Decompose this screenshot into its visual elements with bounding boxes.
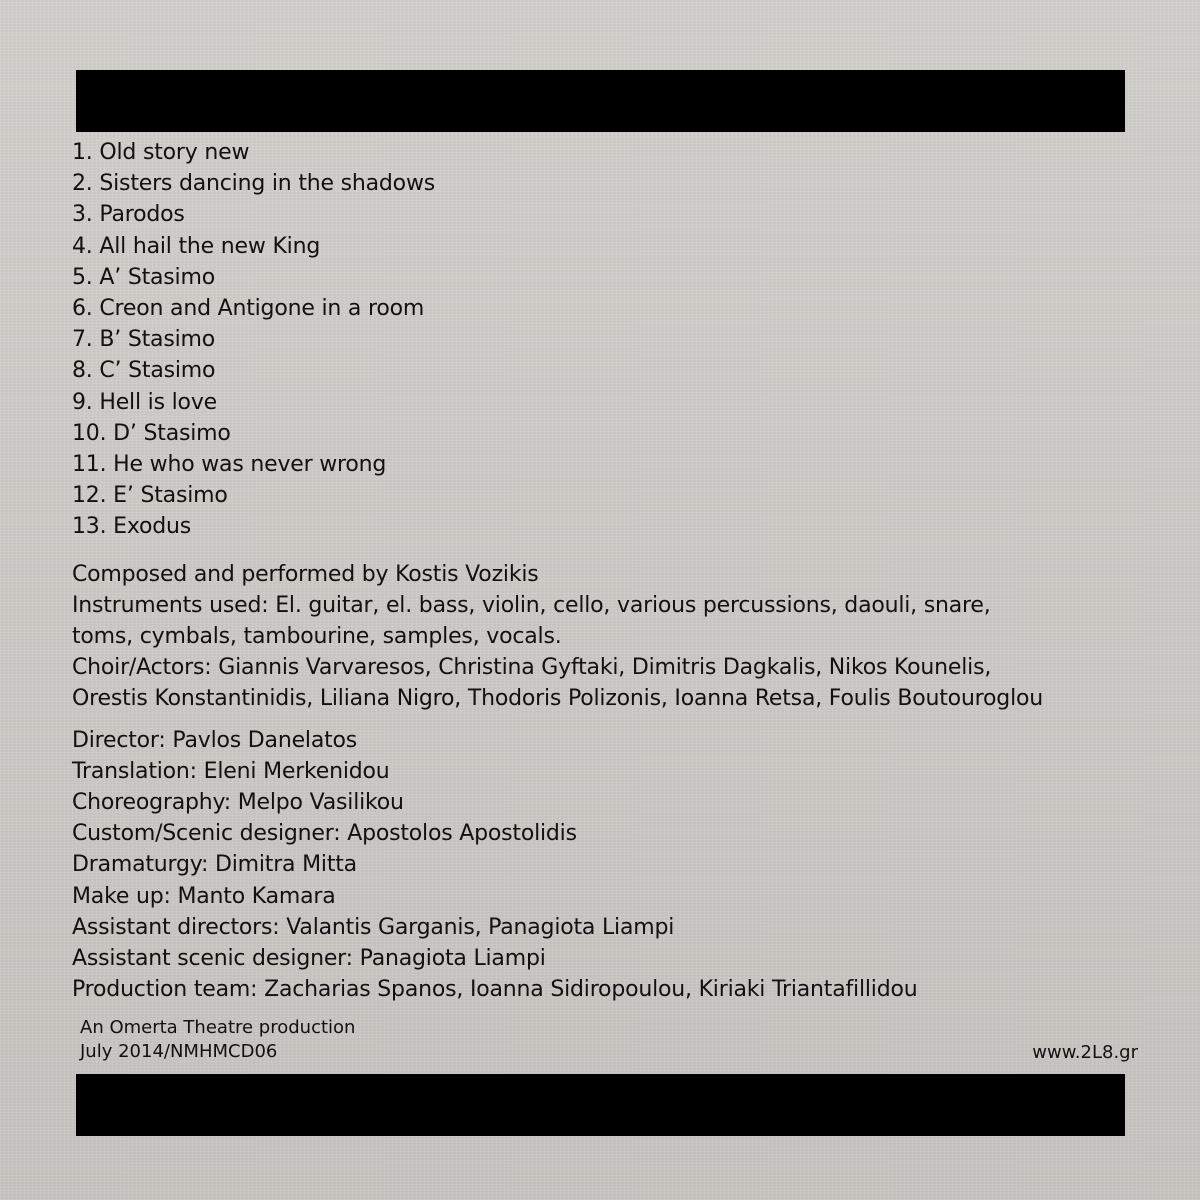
composer-credit: Composed and performed by Kostis Vozikis (72, 561, 539, 587)
bottom-black-bar (76, 1074, 1125, 1136)
track-item: 8. C’ Stasimo (72, 358, 216, 384)
instruments-line-1: Instruments used: El. guitar, el. bass, violin, cello, various percussions, daouli, snare, (72, 592, 991, 618)
top-black-bar (76, 70, 1125, 132)
track-item: 3. Parodos (72, 202, 185, 228)
track-item: 1. Old story new (72, 140, 250, 165)
website-link: www.2L8.gr (1032, 1042, 1138, 1063)
staff-credit: Assistant directors: Valantis Garganis, Panagiota Liampi (72, 914, 675, 940)
staff-credit: Dramaturgy: Dimitra Mitta (72, 852, 357, 878)
staff-credit: Director: Pavlos Danelatos (72, 727, 358, 753)
instruments-line-2: toms, cymbals, tambourine, samples, vocals. (72, 624, 562, 650)
choir-line-1: Choir/Actors: Giannis Varvaresos, Christina Gyftaki, Dimitris Dagkalis, Nikos Kounelis, (72, 655, 992, 681)
production-staff (72, 725, 1162, 1006)
tracklist (72, 137, 1162, 543)
footer-info (80, 1016, 355, 1064)
track-item: 12. E’ Stasimo (72, 483, 228, 509)
staff-credit: Production team: Zacharias Spanos, Ioanna Sidiropoulou, Kiriaki Triantafillidou (72, 977, 918, 1003)
staff-credit: Choreography: Melpo Vasilikou (72, 790, 404, 816)
staff-credit: Assistant scenic designer: Panagiota Liampi (72, 946, 546, 972)
track-item: 11. He who was never wrong (72, 452, 387, 478)
liner-notes (72, 137, 1162, 1005)
production-company: An Omerta Theatre production (80, 1017, 356, 1038)
catalog-number: July 2014/NMHMCD06 (80, 1041, 278, 1062)
track-item: 7. B’ Stasimo (72, 327, 215, 353)
track-item: 10. D’ Stasimo (72, 420, 231, 446)
staff-credit: Make up: Manto Kamara (72, 883, 336, 909)
track-item: 13. Exodus (72, 514, 192, 540)
track-item: 4. All hail the new King (72, 233, 321, 259)
performance-credits (72, 559, 1162, 715)
track-item: 2. Sisters dancing in the shadows (72, 171, 435, 197)
track-item: 5. A’ Stasimo (72, 264, 215, 290)
choir-line-2: Orestis Konstantinidis, Liliana Nigro, Thodoris Polizonis, Ioanna Retsa, Foulis Boutouroglou (72, 686, 1043, 712)
staff-credit: Translation: Eleni Merkenidou (72, 758, 390, 784)
staff-credit: Custom/Scenic designer: Apostolos Apostolidis (72, 821, 577, 847)
track-item: 6. Creon and Antigone in a room (72, 296, 425, 322)
track-item: 9. Hell is love (72, 389, 217, 415)
